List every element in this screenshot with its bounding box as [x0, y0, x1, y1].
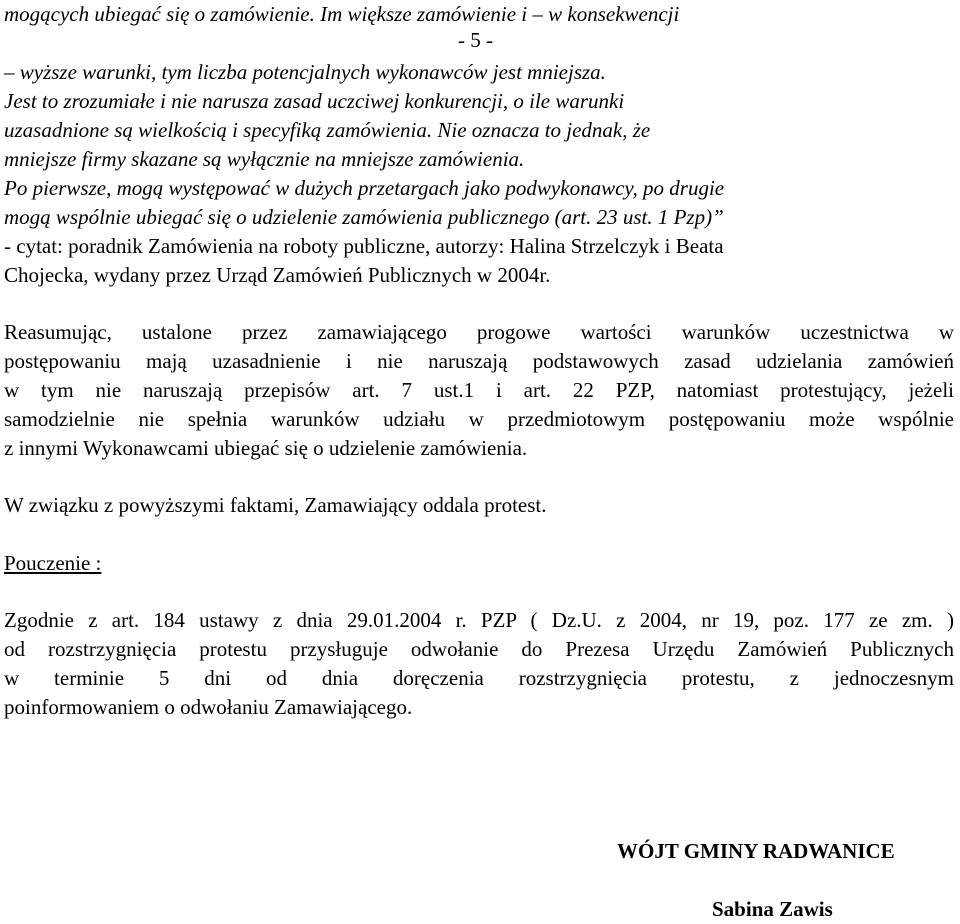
- instruction-line-2: od rozstrzygnięcia protestu przysługuje odwołanie do Prezesa Urzędu Zamówień Publicznych: [4, 637, 954, 661]
- summary-line-3: w tym nie naruszają przepisów art. 7 ust.1 i art. 22 PZP, natomiast protestujący, jeżeli: [4, 378, 954, 402]
- quote-line-2: – wyższe warunki, tym liczba potencjalnych wykonawców jest mniejsza.: [4, 60, 606, 84]
- quote-line-5: mniejsze firmy skazane są wyłącznie na mniejsze zamówienia.: [4, 147, 525, 171]
- instruction-line-1: Zgodnie z art. 184 ustawy z dnia 29.01.2004 r. PZP ( Dz.U. z 2004, nr 19, poz. 177 ze zm. ): [4, 608, 954, 632]
- quote-line-6: Po pierwsze, mogą występować w dużych przetargach jako podwykonawcy, po drugie: [4, 176, 725, 200]
- citation-line-1: - cytat: poradnik Zamówienia na roboty publiczne, autorzy: Halina Strzelczyk i Beata: [4, 234, 724, 258]
- instruction-heading: Pouczenie :: [4, 551, 102, 575]
- citation-line-2: Chojecka, wydany przez Urząd Zamówień Publicznych w 2004r.: [4, 263, 551, 287]
- summary-line-4: samodzielnie nie spełnia warunków udziału w przedmiotowym postępowaniu może wspólnie: [4, 407, 954, 431]
- instruction-line-4: poinformowaniem o odwołaniu Zamawiającego.: [4, 695, 413, 719]
- decision-text: W związku z powyższymi faktami, Zamawiający oddala protest.: [4, 493, 547, 517]
- page-number: - 5 -: [458, 28, 493, 52]
- quote-line-7: mogą wspólnie ubiegać się o udzielenie zamówienia publicznego (art. 23 ust. 1 Pzp)”: [4, 205, 724, 229]
- quote-line-1: mogących ubiegać się o zamówienie. Im większe zamówienie i – w konsekwencji: [4, 2, 680, 26]
- signature-title: WÓJT GMINY RADWANICE: [617, 839, 895, 863]
- summary-line-5: z innymi Wykonawcami ubiegać się o udzielenie zamówienia.: [4, 436, 528, 460]
- summary-line-1: Reasumując, ustalone przez zamawiającego progowe wartości warunków uczestnictwa w: [4, 320, 954, 344]
- summary-line-2: postępowaniu mają uzasadnienie i nie naruszają podstawowych zasad udzielania zamówień: [4, 349, 954, 373]
- signature-name: Sabina Zawis: [712, 897, 833, 921]
- quote-line-3: Jest to zrozumiałe i nie narusza zasad uczciwej konkurencji, o ile warunki: [4, 89, 625, 113]
- quote-line-4: uzasadnione są wielkością i specyfiką zamówienia. Nie oznacza to jednak, że: [4, 118, 651, 142]
- instruction-line-3: w terminie 5 dni od dnia doręczenia rozstrzygnięcia protestu, z jednoczesnym: [4, 666, 954, 690]
